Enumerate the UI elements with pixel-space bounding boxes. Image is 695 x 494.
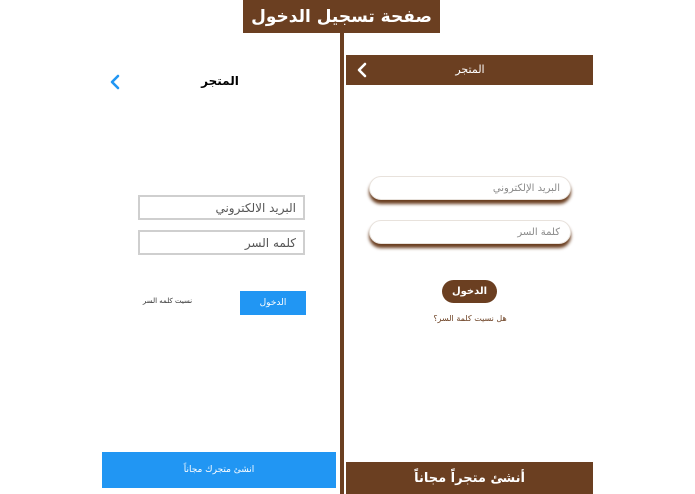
right-create-store-label: أنشئ متجراً مجاناً — [414, 470, 525, 486]
right-login-label: الدخول — [451, 286, 488, 297]
right-create-store-button[interactable] — [346, 462, 593, 494]
chevron-left-icon — [109, 74, 121, 90]
right-password-field[interactable] — [369, 220, 571, 244]
page-banner — [243, 0, 440, 33]
right-page-title: المتجر — [455, 63, 485, 76]
left-password-field[interactable] — [138, 230, 305, 255]
left-page-title: المتجر — [201, 74, 239, 88]
left-forgot-password-link[interactable]: نسيت كلمه السر — [142, 297, 193, 305]
left-login-button[interactable] — [240, 291, 306, 315]
left-create-store-label: انشئ متجرك مجاناً — [183, 465, 255, 475]
right-forgot-password-link[interactable]: هل نسيت كلمة السر؟ — [433, 314, 507, 323]
right-password-placeholder: كلمة السر — [517, 226, 560, 238]
right-back-button[interactable] — [354, 60, 370, 80]
right-email-field[interactable] — [369, 176, 571, 200]
left-create-store-button[interactable] — [102, 452, 336, 488]
left-back-button[interactable] — [106, 72, 124, 92]
chevron-left-icon — [356, 62, 368, 78]
left-email-field[interactable] — [138, 195, 305, 220]
right-email-placeholder: البريد الإلكتروني — [492, 182, 560, 194]
left-login-label: الدخول — [259, 298, 287, 308]
banner-title: صفحة تسجيل الدخول — [251, 6, 432, 27]
right-login-button[interactable] — [442, 280, 497, 303]
screen-divider — [340, 33, 344, 494]
left-email-placeholder: البريد الالكتروني — [215, 200, 296, 215]
left-password-placeholder: كلمه السر — [244, 235, 296, 250]
